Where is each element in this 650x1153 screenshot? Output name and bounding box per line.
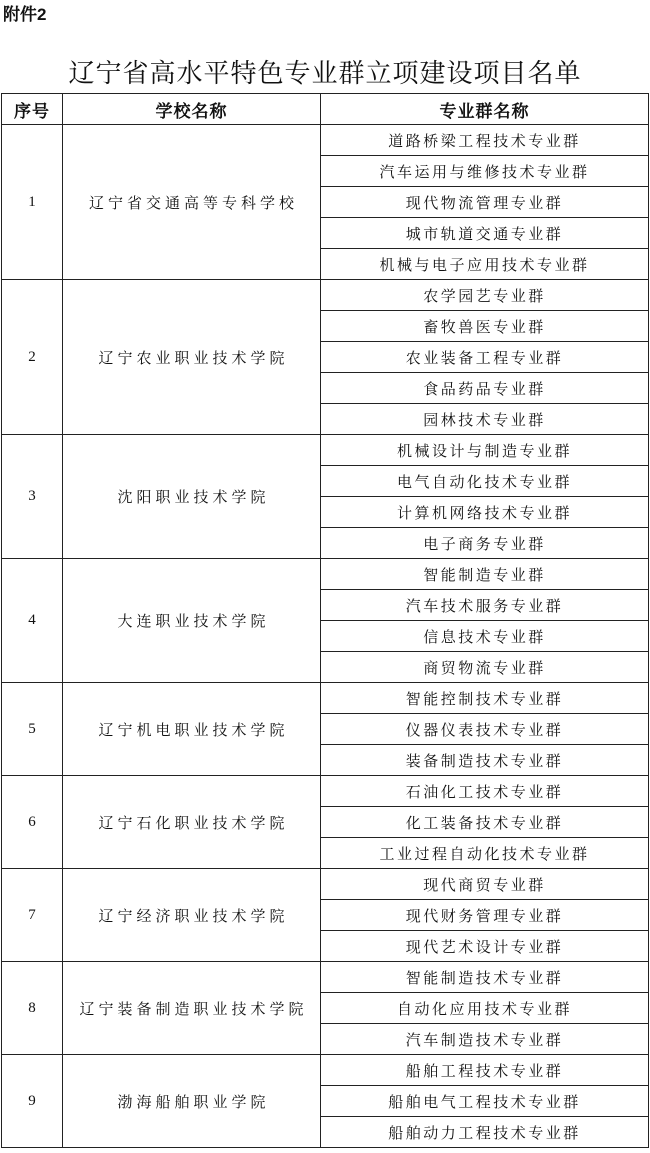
school-name: 辽宁省交通高等专科学校: [63, 125, 321, 280]
group-name: 仪器仪表技术专业群: [321, 714, 649, 745]
school-name: 辽宁经济职业技术学院: [63, 869, 321, 962]
table-header-row: [2, 94, 649, 125]
header-index: 序号: [2, 94, 63, 125]
group-name: 电气自动化技术专业群: [321, 466, 649, 497]
group-name: 船舶动力工程技术专业群: [321, 1117, 649, 1148]
group-name: 装备制造技术专业群: [321, 745, 649, 776]
school-name: 大连职业技术学院: [63, 559, 321, 683]
group-name: 电子商务专业群: [321, 528, 649, 559]
group-name: 现代物流管理专业群: [321, 187, 649, 218]
group-name: 商贸物流专业群: [321, 652, 649, 683]
group-name: 现代商贸专业群: [321, 869, 649, 900]
document-title: 辽宁省高水平特色专业群立项建设项目名单: [68, 59, 582, 88]
group-name: 现代艺术设计专业群: [321, 931, 649, 962]
group-name: 园林技术专业群: [321, 404, 649, 435]
table-row: [2, 1055, 649, 1086]
group-name: 智能制造专业群: [321, 559, 649, 590]
group-name: 现代财务管理专业群: [321, 900, 649, 931]
project-table: [1, 93, 649, 1148]
school-name: 辽宁农业职业技术学院: [63, 280, 321, 435]
header-school: 学校名称: [63, 94, 321, 125]
group-name: 食品药品专业群: [321, 373, 649, 404]
group-name: 智能制造技术专业群: [321, 962, 649, 993]
table-row: [2, 776, 649, 807]
group-name: 化工装备技术专业群: [321, 807, 649, 838]
school-name: 辽宁装备制造职业技术学院: [63, 962, 321, 1055]
row-index: 9: [2, 1055, 63, 1148]
group-name: 石油化工技术专业群: [321, 776, 649, 807]
table-row: [2, 125, 649, 156]
group-name: 汽车运用与维修技术专业群: [321, 156, 649, 187]
school-name: 辽宁机电职业技术学院: [63, 683, 321, 776]
group-name: 农学园艺专业群: [321, 280, 649, 311]
group-name: 汽车制造技术专业群: [321, 1024, 649, 1055]
group-name: 船舶工程技术专业群: [321, 1055, 649, 1086]
group-name: 汽车技术服务专业群: [321, 590, 649, 621]
row-index: 5: [2, 683, 63, 776]
group-name: 城市轨道交通专业群: [321, 218, 649, 249]
group-name: 智能控制技术专业群: [321, 683, 649, 714]
group-name: 自动化应用技术专业群: [321, 993, 649, 1024]
group-name: 畜牧兽医专业群: [321, 311, 649, 342]
school-name: 沈阳职业技术学院: [63, 435, 321, 559]
group-name: 机械设计与制造专业群: [321, 435, 649, 466]
row-index: 7: [2, 869, 63, 962]
group-name: 机械与电子应用技术专业群: [321, 249, 649, 280]
group-name: 道路桥梁工程技术专业群: [321, 125, 649, 156]
table-row: [2, 869, 649, 900]
row-index: 6: [2, 776, 63, 869]
table-row: [2, 962, 649, 993]
header-groups: 专业群名称: [321, 94, 649, 125]
group-name: 船舶电气工程技术专业群: [321, 1086, 649, 1117]
row-index: 2: [2, 280, 63, 435]
group-name: 信息技术专业群: [321, 621, 649, 652]
row-index: 3: [2, 435, 63, 559]
group-name: 农业装备工程专业群: [321, 342, 649, 373]
row-index: 4: [2, 559, 63, 683]
group-name: 工业过程自动化技术专业群: [321, 838, 649, 869]
table-row: [2, 435, 649, 466]
attachment-label: 附件2: [3, 5, 47, 24]
group-name: 计算机网络技术专业群: [321, 497, 649, 528]
row-index: 8: [2, 962, 63, 1055]
table-row: [2, 280, 649, 311]
table-row: [2, 559, 649, 590]
school-name: 渤海船舶职业学院: [63, 1055, 321, 1148]
table-row: [2, 683, 649, 714]
school-name: 辽宁石化职业技术学院: [63, 776, 321, 869]
row-index: 1: [2, 125, 63, 280]
